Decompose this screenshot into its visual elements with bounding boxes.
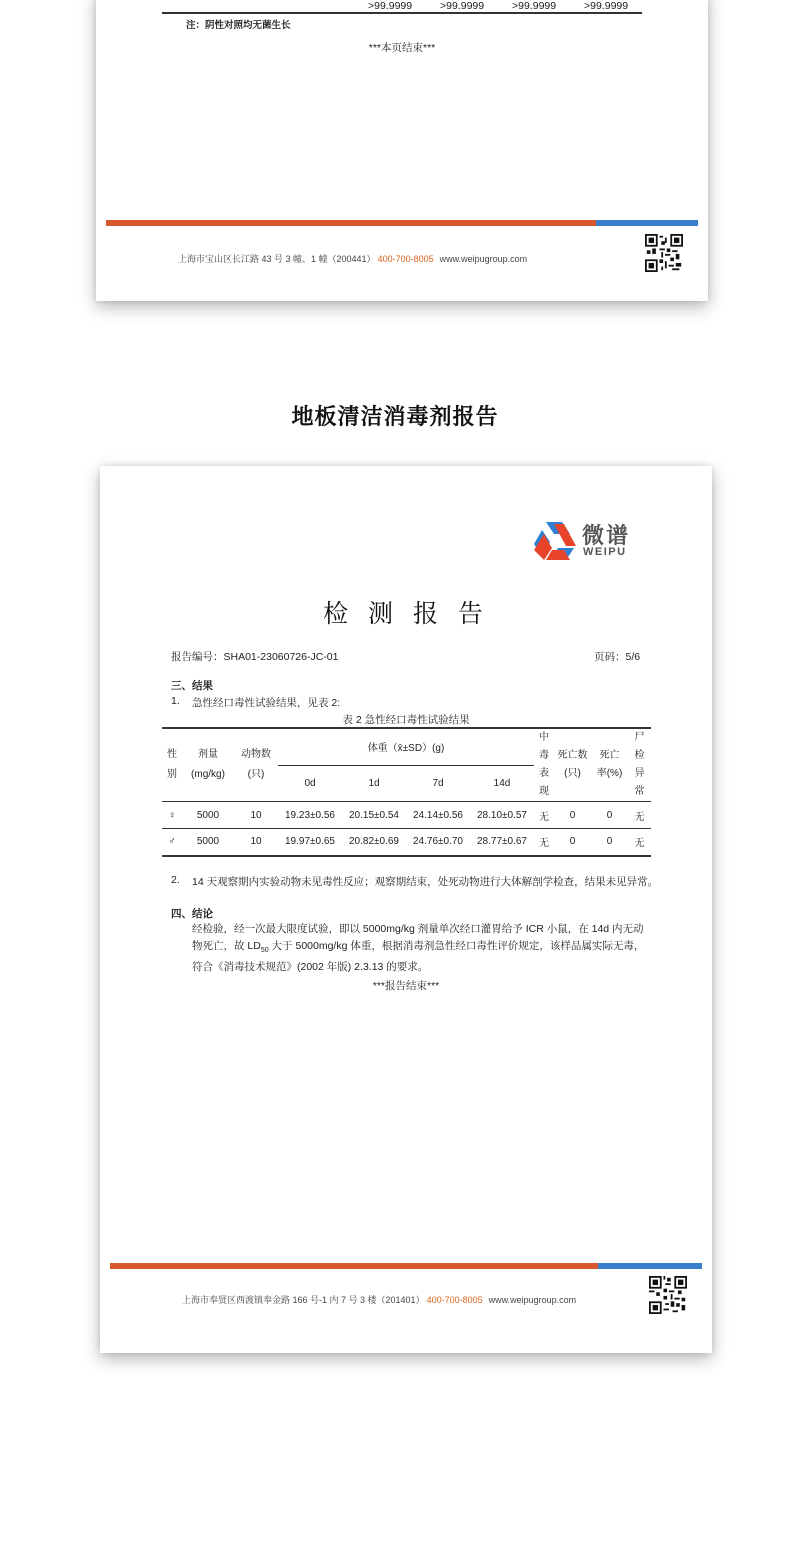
weipu-logo-icon [532,520,578,562]
header-autopsy: 尸 检 异 常 [628,728,651,802]
header-day-14: 14d [493,777,511,789]
footer-website: www.weipugroup.com [439,254,528,264]
table-cell-value: >99.9999 [584,0,629,12]
cell-sex: ♂ [168,836,176,848]
cell-death-rate: 0 [606,836,613,848]
document-title: 检 测 报 告 [323,599,489,628]
header-dose: 剂量 (mg/kg) [182,728,234,802]
header-day-1: 1d [368,777,380,789]
cell-autopsy: 无 [634,811,645,823]
cell-count: 10 [250,836,262,848]
toxicity-results-table [162,727,651,857]
page-number [594,649,640,664]
footer-address: 上海市奉贤区西渡镇奉金路 166 号-1 内 7 号 3 楼（201401） [182,1295,425,1305]
cell-weight-14d: 28.77±0.67 [477,836,527,848]
report-page [100,466,712,1353]
cell-weight-1d: 20.82±0.69 [349,836,399,848]
cell-dose: 5000 [196,809,220,821]
conclusion-line: 物死亡，故 $LD_{50}$ 大于 5000mg/kg 体重，根据消毒剂急性经口毒性评价规定，该样品属实际无毒， [192,940,645,955]
section-title: 地板清洁消毒剂报告 [291,405,499,430]
footer-phone: 400-700-8005 [426,1295,483,1305]
header-deaths: 死亡数 (只) [554,728,591,802]
header-body-weight: 体重（x̄±SD）(g) [278,728,534,765]
logo-text-cn: 微谱 [582,524,631,549]
conclusion-paragraph [192,921,652,976]
section-heading-conclusion: 四、结论 [171,908,213,920]
footer-contact [182,1293,576,1306]
report-number-value: SHA01-23060726-JC-01 [223,651,339,663]
cell-weight-7d: 24.14±0.56 [413,809,463,821]
list-number: 2. [171,874,180,886]
cell-weight-14d: 28.10±0.57 [477,809,527,821]
qr-code-icon [645,234,683,272]
table-cell-value: >99.9999 [368,0,413,12]
footer-color-bar [110,1263,702,1269]
cell-sex: ♀ [168,809,176,821]
table-cell-value: >99.9999 [440,0,485,12]
report-number [171,649,339,664]
list-item-text: 急性经口毒性试验结果，见表 2: [192,697,341,709]
header-day-7: 7d [432,777,444,789]
header-animal-count: 动物数 (只) [234,728,278,802]
company-logo [532,520,642,562]
list-item-text: 14 天观察期内实验动物未见毒性反应；观察期结束，处死动物进行大体解剖学检查，结果未见异常。 [192,876,659,888]
report-end-marker: ***报告结束*** [372,980,440,992]
table-bottom-rule [162,12,642,14]
footer-phone: 400-700-8005 [377,254,434,264]
header-day-0: 0d [304,777,316,789]
footer-address: 上海市宝山区长江路 43 号 3 幢、1 幢（200441） [178,254,376,264]
cell-weight-0d: 19.23±0.56 [285,809,335,821]
header-toxic-signs: 中 毒 表 现 [534,728,554,802]
cell-autopsy: 无 [634,838,645,850]
cell-deaths: 0 [569,809,576,821]
cell-toxic: 无 [539,838,549,850]
cell-weight-1d: 20.15±0.54 [349,809,399,821]
page-number-value: 5/6 [625,651,641,663]
logo-text-en: WEIPU [583,546,627,558]
report-page-previous [96,0,708,301]
conclusion-line: 符合《消毒技术规范》(2002 年版) 2.3.13 的要求。 [192,961,429,974]
cell-deaths: 0 [569,836,576,848]
cell-weight-7d: 24.76±0.70 [413,836,463,848]
header-sex: 性 别 [162,728,182,802]
header-death-rate: 死亡 率(%) [591,728,628,802]
table-cell-value: >99.9999 [512,0,557,12]
page-end-marker: ***本页结束*** [368,42,436,54]
table-caption: 表 2 急性经口毒性试验结果 [342,714,470,726]
qr-code-icon [649,1276,687,1314]
table-row [162,829,651,856]
cell-death-rate: 0 [606,809,613,821]
footer-website: www.weipugroup.com [488,1295,577,1305]
cell-weight-0d: 19.97±0.65 [285,836,335,848]
cell-count: 10 [250,809,262,821]
page-number-label: 页码： [594,651,626,663]
list-number: 1. [171,695,180,707]
cell-dose: 5000 [196,836,220,848]
table-row [162,802,651,829]
report-number-label: 报告编号： [171,651,224,663]
section-heading-results: 三、结果 [171,680,213,692]
table-note: 注：阴性对照均无菌生长 [186,20,291,31]
footer-color-bar [106,220,698,226]
conclusion-line: 经检验，经一次最大限度试验，即以 5000mg/kg 剂量单次经口灌胃给予 ICR 小鼠，在 14d 内无动 [192,923,644,935]
cell-toxic: 无 [539,811,549,823]
footer-contact [178,252,527,265]
